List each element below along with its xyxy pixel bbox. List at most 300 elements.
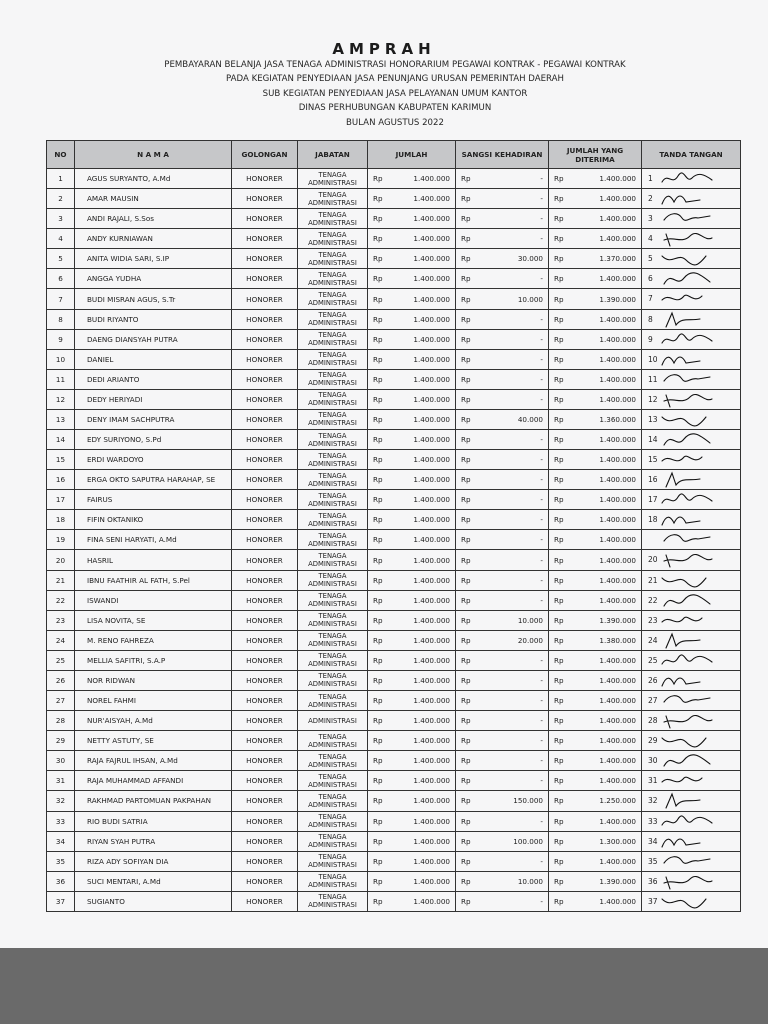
table-row — [47, 670, 741, 690]
cell-tanda-tangan — [642, 871, 741, 891]
table-row — [47, 329, 741, 349]
cell-sangsi — [456, 791, 549, 811]
amount-value: 1.390.000 — [599, 294, 636, 304]
currency-label: Rp — [461, 535, 471, 545]
currency-label: Rp — [373, 655, 383, 665]
cell-tanda-tangan — [642, 470, 741, 490]
cell-golongan: HONORER — [232, 289, 298, 309]
cell-nama: HASRIL — [75, 550, 232, 570]
cell-nama: AGUS SURYANTO, A.Md — [75, 169, 232, 189]
amount-value: 1.400.000 — [413, 475, 450, 485]
cell-tanda-tangan — [642, 209, 741, 229]
table-row — [47, 650, 741, 670]
cell-jabatan: TENAGA ADMINISTRASI — [298, 430, 368, 450]
currency-label: Rp — [373, 535, 383, 545]
cell-sangsi — [456, 389, 549, 409]
cell-nama: SUGIANTO — [75, 891, 232, 911]
signature-mark — [660, 592, 718, 610]
amount-value: - — [540, 696, 543, 706]
cell-sangsi — [456, 229, 549, 249]
currency-label: Rp — [373, 334, 383, 344]
cell-nama: RIYAN SYAH PUTRA — [75, 831, 232, 851]
amount-value: 1.400.000 — [413, 334, 450, 344]
amount-value: - — [540, 736, 543, 746]
cell-sangsi — [456, 269, 549, 289]
cell-golongan: HONORER — [232, 470, 298, 490]
cell-jumlah — [368, 229, 456, 249]
cell-golongan: HONORER — [232, 791, 298, 811]
currency-label: Rp — [554, 435, 564, 445]
amount-value: - — [540, 515, 543, 525]
cell-golongan: HONORER — [232, 209, 298, 229]
signature-mark — [660, 170, 718, 188]
signature-number: 21 — [648, 575, 658, 585]
cell-diterima — [549, 630, 642, 650]
amount-value: 1.400.000 — [599, 194, 636, 204]
scan-background — [0, 948, 768, 1024]
amount-value: - — [540, 234, 543, 244]
cell-jabatan: TENAGA ADMINISTRASI — [298, 691, 368, 711]
cell-jabatan: TENAGA ADMINISTRASI — [298, 570, 368, 590]
cell-no: 6 — [47, 269, 75, 289]
cell-tanda-tangan — [642, 831, 741, 851]
column-header-nama: N A M A — [75, 141, 232, 169]
cell-no: 18 — [47, 510, 75, 530]
table-row — [47, 189, 741, 209]
cell-diterima — [549, 751, 642, 771]
cell-jumlah — [368, 450, 456, 470]
cell-diterima — [549, 430, 642, 450]
currency-label: Rp — [554, 274, 564, 284]
cell-tanda-tangan — [642, 650, 741, 670]
amount-value: 1.400.000 — [599, 535, 636, 545]
cell-jumlah — [368, 169, 456, 189]
cell-jumlah — [368, 851, 456, 871]
cell-nama: DEDI ARIANTO — [75, 369, 232, 389]
signature-mark — [660, 391, 718, 409]
cell-golongan: HONORER — [232, 169, 298, 189]
table-row — [47, 289, 741, 309]
signature-number: 18 — [648, 515, 658, 525]
table-row — [47, 269, 741, 289]
currency-label: Rp — [461, 254, 471, 264]
currency-label: Rp — [373, 354, 383, 364]
cell-sangsi — [456, 630, 549, 650]
cell-jabatan: TENAGA ADMINISTRASI — [298, 329, 368, 349]
currency-label: Rp — [461, 716, 471, 726]
cell-nama: ANITA WIDIA SARI, S.IP — [75, 249, 232, 269]
cell-sangsi — [456, 309, 549, 329]
signature-number: 25 — [648, 655, 658, 665]
currency-label: Rp — [554, 595, 564, 605]
cell-diterima — [549, 409, 642, 429]
cell-jumlah — [368, 490, 456, 510]
cell-no: 25 — [47, 650, 75, 670]
currency-label: Rp — [461, 896, 471, 906]
signature-mark — [660, 632, 718, 650]
signature-mark — [660, 833, 718, 851]
amount-value: 1.400.000 — [413, 174, 450, 184]
cell-golongan: HONORER — [232, 711, 298, 731]
amount-value: 1.400.000 — [599, 655, 636, 665]
cell-golongan: HONORER — [232, 430, 298, 450]
cell-golongan: HONORER — [232, 409, 298, 429]
amount-value: 1.400.000 — [413, 756, 450, 766]
cell-jumlah — [368, 570, 456, 590]
cell-diterima — [549, 871, 642, 891]
signature-mark — [660, 270, 718, 288]
amount-value: 1.400.000 — [599, 234, 636, 244]
cell-no: 19 — [47, 530, 75, 550]
currency-label: Rp — [554, 675, 564, 685]
currency-label: Rp — [461, 475, 471, 485]
currency-label: Rp — [461, 756, 471, 766]
currency-label: Rp — [554, 455, 564, 465]
table-row — [47, 309, 741, 329]
currency-label: Rp — [373, 696, 383, 706]
currency-label: Rp — [554, 214, 564, 224]
table-body — [47, 169, 741, 912]
cell-jumlah — [368, 630, 456, 650]
amount-value: 1.360.000 — [599, 414, 636, 424]
signature-number: 4 — [648, 234, 653, 244]
currency-label: Rp — [554, 736, 564, 746]
currency-label: Rp — [461, 856, 471, 866]
amount-value: 1.400.000 — [599, 515, 636, 525]
cell-jabatan: TENAGA ADMINISTRASI — [298, 490, 368, 510]
cell-nama: RAJA MUHAMMAD AFFANDI — [75, 771, 232, 791]
cell-nama: RAJA FAJRUL IHSAN, A.Md — [75, 751, 232, 771]
cell-jumlah — [368, 831, 456, 851]
cell-tanda-tangan — [642, 329, 741, 349]
currency-label: Rp — [373, 254, 383, 264]
currency-label: Rp — [373, 294, 383, 304]
cell-nama: IBNU FAATHIR AL FATH, S.Pel — [75, 570, 232, 590]
currency-label: Rp — [554, 836, 564, 846]
cell-nama: MELLIA SAFITRI, S.A.P — [75, 650, 232, 670]
currency-label: Rp — [554, 555, 564, 565]
currency-label: Rp — [461, 615, 471, 625]
amount-value: 1.250.000 — [599, 796, 636, 806]
currency-label: Rp — [461, 655, 471, 665]
currency-label: Rp — [373, 756, 383, 766]
amount-value: 1.400.000 — [413, 615, 450, 625]
signature-number: 29 — [648, 736, 658, 746]
cell-golongan: HONORER — [232, 811, 298, 831]
table-row — [47, 751, 741, 771]
cell-sangsi — [456, 811, 549, 831]
signature-number: 37 — [648, 896, 658, 906]
cell-nama: DAENG DIANSYAH PUTRA — [75, 329, 232, 349]
currency-label: Rp — [554, 414, 564, 424]
table-row — [47, 430, 741, 450]
amount-value: - — [540, 575, 543, 585]
currency-label: Rp — [373, 876, 383, 886]
cell-no: 27 — [47, 691, 75, 711]
cell-nama: SUCI MENTARI, A.Md — [75, 871, 232, 891]
cell-no: 13 — [47, 409, 75, 429]
cell-jumlah — [368, 309, 456, 329]
cell-no: 37 — [47, 891, 75, 911]
signature-number: 2 — [648, 194, 653, 204]
signature-number: 31 — [648, 776, 658, 786]
cell-nama: NOREL FAHMI — [75, 691, 232, 711]
column-header-tanda-tangan: TANDA TANGAN — [642, 141, 741, 169]
signature-mark — [660, 853, 718, 871]
amount-value: 1.400.000 — [599, 555, 636, 565]
currency-label: Rp — [373, 234, 383, 244]
cell-golongan: HONORER — [232, 450, 298, 470]
cell-diterima — [549, 189, 642, 209]
cell-diterima — [549, 349, 642, 369]
document-title: AMPRAH — [332, 40, 436, 58]
currency-label: Rp — [373, 816, 383, 826]
cell-golongan: HONORER — [232, 630, 298, 650]
signature-number: 33 — [648, 816, 658, 826]
subtitle-line: PEMBAYARAN BELANJA JASA TENAGA ADMINISTRASI HONORARIUM PEGAWAI KONTRAK - PEGAWAI KONTRAK — [164, 60, 626, 70]
cell-nama: M. RENO FAHREZA — [75, 630, 232, 650]
cell-no: 20 — [47, 550, 75, 570]
currency-label: Rp — [554, 515, 564, 525]
amount-value: 40.000 — [517, 414, 543, 424]
table-row — [47, 590, 741, 610]
cell-diterima — [549, 369, 642, 389]
currency-label: Rp — [373, 174, 383, 184]
cell-sangsi — [456, 450, 549, 470]
currency-label: Rp — [461, 334, 471, 344]
currency-label: Rp — [461, 816, 471, 826]
currency-label: Rp — [554, 615, 564, 625]
signature-number: 3 — [648, 214, 653, 224]
cell-golongan: HONORER — [232, 851, 298, 871]
cell-nama: NETTY ASTUTY, SE — [75, 731, 232, 751]
cell-sangsi — [456, 650, 549, 670]
cell-jabatan: TENAGA ADMINISTRASI — [298, 209, 368, 229]
signature-mark — [660, 311, 718, 329]
cell-tanda-tangan — [642, 450, 741, 470]
currency-label: Rp — [461, 174, 471, 184]
table-row — [47, 791, 741, 811]
cell-jumlah — [368, 369, 456, 389]
amount-value: - — [540, 214, 543, 224]
amount-value: 1.400.000 — [413, 414, 450, 424]
currency-label: Rp — [373, 414, 383, 424]
currency-label: Rp — [461, 776, 471, 786]
amount-value: 1.400.000 — [413, 354, 450, 364]
cell-tanda-tangan — [642, 751, 741, 771]
cell-no: 7 — [47, 289, 75, 309]
table-row — [47, 349, 741, 369]
amount-value: - — [540, 535, 543, 545]
amount-value: 1.400.000 — [413, 314, 450, 324]
table-row — [47, 450, 741, 470]
amount-value: 1.390.000 — [599, 876, 636, 886]
cell-no: 21 — [47, 570, 75, 590]
cell-sangsi — [456, 590, 549, 610]
cell-golongan: HONORER — [232, 189, 298, 209]
cell-tanda-tangan — [642, 430, 741, 450]
cell-jumlah — [368, 470, 456, 490]
cell-tanda-tangan — [642, 169, 741, 189]
cell-jabatan: TENAGA ADMINISTRASI — [298, 169, 368, 189]
cell-sangsi — [456, 470, 549, 490]
amount-value: 150.000 — [513, 796, 543, 806]
currency-label: Rp — [461, 435, 471, 445]
cell-jabatan: TENAGA ADMINISTRASI — [298, 771, 368, 791]
amount-value: - — [540, 655, 543, 665]
cell-sangsi — [456, 751, 549, 771]
currency-label: Rp — [461, 234, 471, 244]
cell-tanda-tangan — [642, 309, 741, 329]
cell-jabatan: TENAGA ADMINISTRASI — [298, 530, 368, 550]
currency-label: Rp — [554, 696, 564, 706]
amount-value: 10.000 — [517, 876, 543, 886]
cell-diterima — [549, 891, 642, 911]
cell-nama: FINA SENI HARYATI, A.Md — [75, 530, 232, 550]
cell-jabatan: TENAGA ADMINISTRASI — [298, 369, 368, 389]
cell-golongan: HONORER — [232, 751, 298, 771]
cell-diterima — [549, 530, 642, 550]
amount-value: 1.400.000 — [413, 254, 450, 264]
cell-nama: LISA NOVITA, SE — [75, 610, 232, 630]
currency-label: Rp — [373, 595, 383, 605]
table-row — [47, 630, 741, 650]
currency-label: Rp — [461, 736, 471, 746]
cell-diterima — [549, 711, 642, 731]
amount-value: 1.400.000 — [413, 294, 450, 304]
amount-value: 1.400.000 — [413, 696, 450, 706]
amount-value: 1.400.000 — [599, 495, 636, 505]
cell-jabatan: TENAGA ADMINISTRASI — [298, 751, 368, 771]
currency-label: Rp — [461, 314, 471, 324]
cell-no: 3 — [47, 209, 75, 229]
cell-sangsi — [456, 409, 549, 429]
amount-value: - — [540, 435, 543, 445]
cell-diterima — [549, 791, 642, 811]
cell-tanda-tangan — [642, 630, 741, 650]
cell-golongan: HONORER — [232, 349, 298, 369]
cell-tanda-tangan — [642, 570, 741, 590]
amount-value: 20.000 — [517, 635, 543, 645]
cell-tanda-tangan — [642, 691, 741, 711]
cell-nama: EDY SURIYONO, S.Pd — [75, 430, 232, 450]
cell-sangsi — [456, 891, 549, 911]
cell-diterima — [549, 811, 642, 831]
amount-value: 1.400.000 — [599, 776, 636, 786]
cell-jabatan: TENAGA ADMINISTRASI — [298, 590, 368, 610]
cell-tanda-tangan — [642, 510, 741, 530]
cell-diterima — [549, 490, 642, 510]
amount-value: 1.400.000 — [413, 194, 450, 204]
signature-mark — [660, 290, 718, 308]
table-row — [47, 510, 741, 530]
amount-value: 1.380.000 — [599, 635, 636, 645]
cell-tanda-tangan — [642, 389, 741, 409]
cell-sangsi — [456, 289, 549, 309]
amount-value: 30.000 — [517, 254, 543, 264]
cell-nama: ANDI RAJALI, S.Sos — [75, 209, 232, 229]
cell-tanda-tangan — [642, 369, 741, 389]
signature-mark — [660, 531, 718, 549]
cell-golongan: HONORER — [232, 269, 298, 289]
currency-label: Rp — [373, 796, 383, 806]
currency-label: Rp — [461, 595, 471, 605]
amount-value: 1.400.000 — [413, 435, 450, 445]
cell-jumlah — [368, 550, 456, 570]
cell-tanda-tangan — [642, 269, 741, 289]
signature-mark — [660, 431, 718, 449]
currency-label: Rp — [373, 896, 383, 906]
cell-jumlah — [368, 289, 456, 309]
signature-mark — [660, 893, 718, 911]
column-header-no: NO — [47, 141, 75, 169]
currency-label: Rp — [461, 575, 471, 585]
table-row — [47, 891, 741, 911]
cell-sangsi — [456, 771, 549, 791]
amount-value: 1.400.000 — [413, 234, 450, 244]
currency-label: Rp — [461, 274, 471, 284]
cell-sangsi — [456, 510, 549, 530]
cell-jumlah — [368, 249, 456, 269]
signature-number: 22 — [648, 595, 658, 605]
cell-jabatan: TENAGA ADMINISTRASI — [298, 851, 368, 871]
cell-nama: RIZA ADY SOFIYAN DIA — [75, 851, 232, 871]
payment-table — [46, 140, 741, 912]
document-subtitle — [0, 58, 768, 130]
amount-value: 1.400.000 — [413, 455, 450, 465]
amount-value: 1.400.000 — [599, 455, 636, 465]
amount-value: 1.400.000 — [413, 816, 450, 826]
cell-diterima — [549, 771, 642, 791]
currency-label: Rp — [554, 756, 564, 766]
cell-diterima — [549, 691, 642, 711]
amount-value: 1.400.000 — [599, 716, 636, 726]
currency-label: Rp — [554, 174, 564, 184]
amount-value: 1.400.000 — [599, 214, 636, 224]
signature-number: 23 — [648, 615, 658, 625]
currency-label: Rp — [373, 836, 383, 846]
cell-jabatan: TENAGA ADMINISTRASI — [298, 550, 368, 570]
currency-label: Rp — [461, 515, 471, 525]
signature-number: 14 — [648, 435, 658, 445]
signature-number: 27 — [648, 696, 658, 706]
currency-label: Rp — [461, 354, 471, 364]
cell-jabatan: TENAGA ADMINISTRASI — [298, 731, 368, 751]
table-row — [47, 731, 741, 751]
cell-jumlah — [368, 510, 456, 530]
cell-tanda-tangan — [642, 731, 741, 751]
currency-label: Rp — [554, 635, 564, 645]
currency-label: Rp — [554, 776, 564, 786]
amount-value: - — [540, 455, 543, 465]
amount-value: 1.400.000 — [599, 675, 636, 685]
amount-value: - — [540, 314, 543, 324]
cell-jumlah — [368, 891, 456, 911]
cell-golongan: HONORER — [232, 670, 298, 690]
amount-value: 1.400.000 — [413, 796, 450, 806]
cell-tanda-tangan — [642, 550, 741, 570]
amount-value: 1.400.000 — [413, 635, 450, 645]
amount-value: 1.400.000 — [413, 214, 450, 224]
signature-number: 15 — [648, 455, 658, 465]
amount-value: - — [540, 174, 543, 184]
cell-sangsi — [456, 189, 549, 209]
cell-sangsi — [456, 530, 549, 550]
signature-mark — [660, 612, 718, 630]
table-row — [47, 610, 741, 630]
amount-value: 1.400.000 — [413, 896, 450, 906]
cell-no: 17 — [47, 490, 75, 510]
